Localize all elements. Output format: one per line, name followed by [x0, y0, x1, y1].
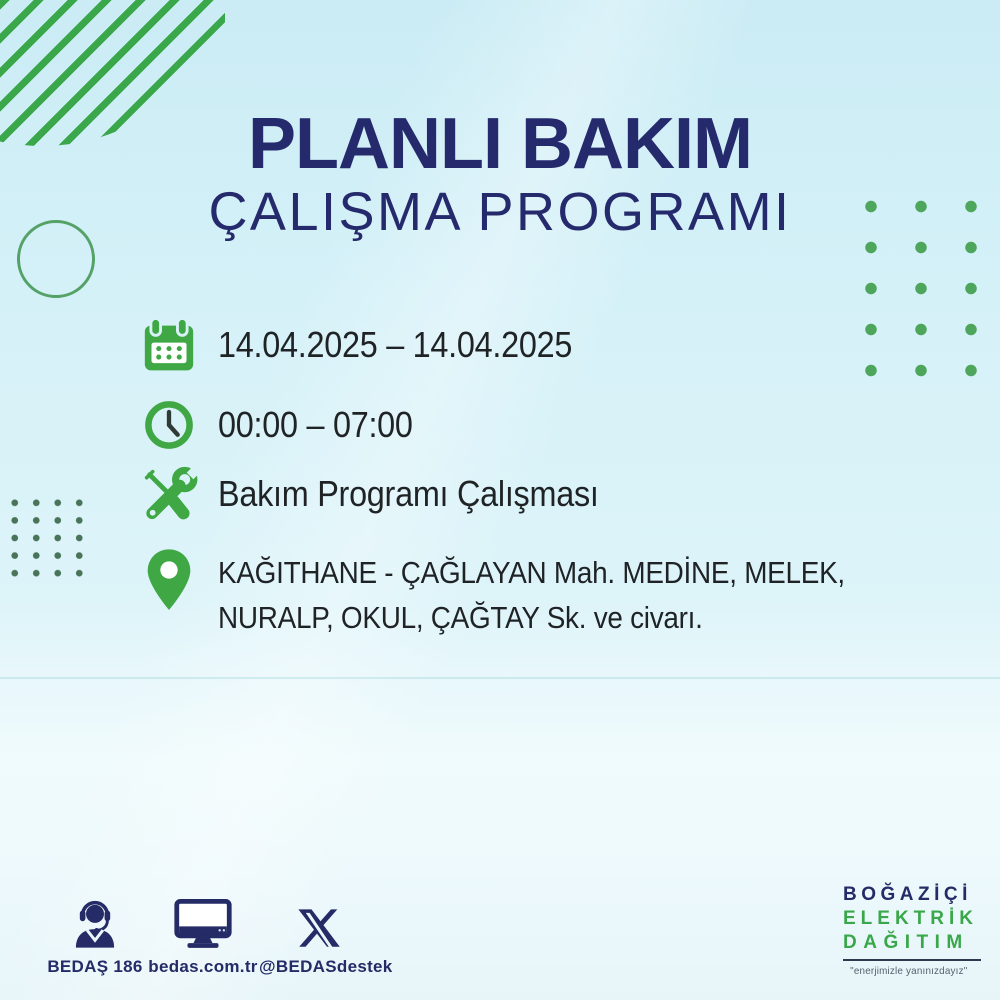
footer-website-label: bedas.com.tr [148, 957, 258, 976]
support-agent-icon [40, 891, 150, 951]
time-row [138, 396, 434, 454]
tools-icon [138, 465, 200, 523]
location-row [138, 548, 915, 640]
date-row [138, 314, 611, 376]
page-title-line1: PLANLI BAKIM [248, 104, 752, 184]
brand-divider [843, 959, 981, 961]
x-logo-icon [259, 891, 379, 951]
brand-name-line3: DAĞITIM [843, 932, 969, 953]
time-range: 00:00 – 07:00 [218, 404, 413, 445]
location-text [218, 550, 845, 640]
brand-logo [843, 883, 991, 977]
brand-name-line1: BOĞAZİÇİ [843, 884, 972, 905]
footer-website [147, 891, 259, 977]
brand-name-line2: ELEKTRİK [843, 908, 978, 929]
date-range: 14.04.2025 – 14.04.2025 [218, 324, 573, 365]
work-type-row [138, 462, 641, 526]
brand-tagline: "enerjimizle yanınızdayız" [850, 965, 968, 977]
page-title-line2: ÇALIŞMA PROGRAMI [208, 182, 792, 242]
footer-phone-label: BEDAŞ 186 [47, 957, 143, 976]
clock-icon [138, 399, 200, 451]
monitor-icon [147, 891, 259, 951]
background-divider-line [0, 677, 1000, 679]
footer-social [259, 891, 393, 977]
dot-grid-left [4, 494, 90, 582]
location-line1: KAĞITHANE - ÇAĞLAYAN Mah. MEDİNE, MELEK, [218, 555, 845, 590]
calendar-icon [138, 316, 200, 374]
footer-phone [40, 891, 150, 977]
location-line2: NURALP, OKUL, ÇAĞTAY Sk. ve civarı. [218, 600, 703, 635]
work-type: Bakım Programı Çalışması [218, 473, 599, 514]
location-pin-icon [138, 548, 200, 614]
footer-social-label: @BEDASdestek [259, 957, 393, 976]
